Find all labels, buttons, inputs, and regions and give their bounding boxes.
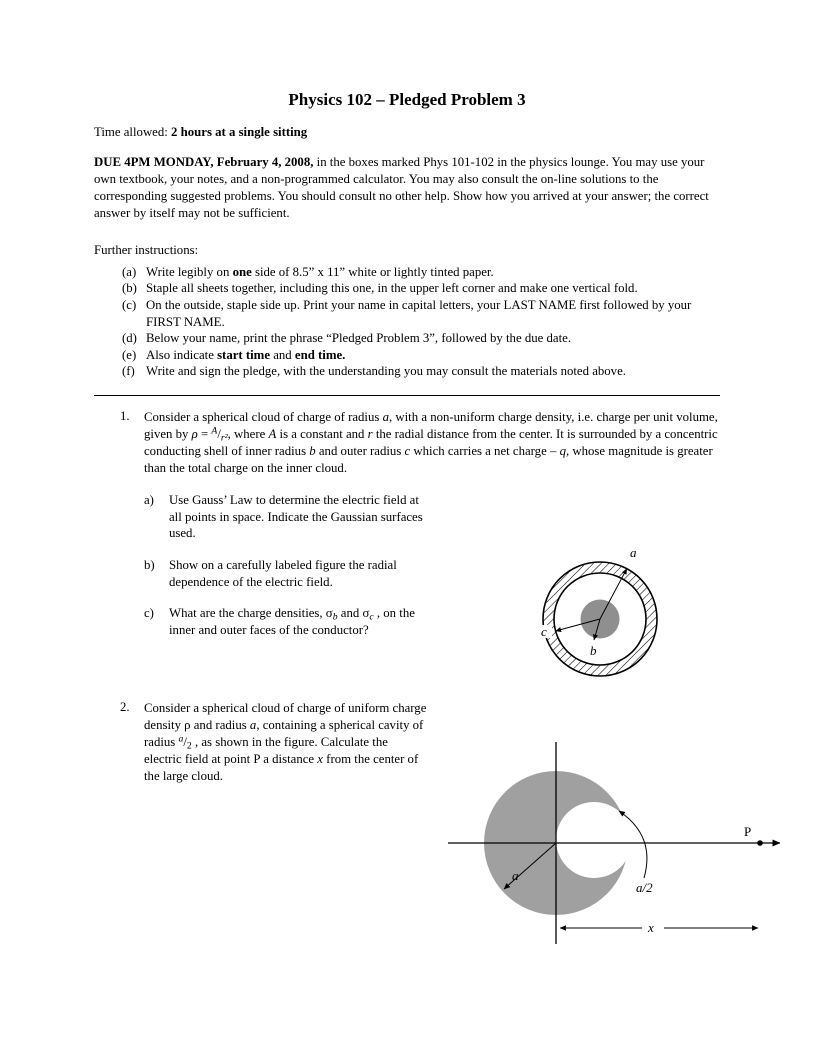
cavity-figure-svg bbox=[418, 736, 802, 948]
label-a-half: a/2 bbox=[636, 880, 653, 895]
instruction-text: Write and sign the pledge, with the understanding you may consult the materials noted above. bbox=[146, 364, 626, 379]
instruction-item bbox=[94, 347, 720, 364]
subitem-text: Use Gauss’ Law to determine the electric field at all points in space. Indicate the Gaussian surfaces used. bbox=[169, 493, 423, 541]
instruction-marker: (e) bbox=[122, 347, 137, 362]
label-b: b bbox=[590, 643, 597, 658]
instruction-item bbox=[94, 280, 720, 297]
shell-figure-svg bbox=[522, 541, 678, 693]
instruction-item bbox=[94, 363, 720, 380]
subitem bbox=[144, 605, 431, 638]
subitem-marker: c) bbox=[144, 606, 154, 621]
subitem bbox=[144, 492, 431, 542]
problem-1-subitems bbox=[144, 492, 431, 638]
instruction-marker: (a) bbox=[122, 264, 137, 279]
instruction-item bbox=[94, 264, 720, 281]
instruction-item bbox=[94, 330, 720, 347]
section-divider bbox=[94, 395, 720, 396]
label-a: a bbox=[630, 545, 637, 560]
problem-1-intro: Consider a spherical cloud of charge of radius a, with a non-uniform charge density, i.e. charge per unit volume, given by $\rho = ^A/_{r^2}$, where A is a constant and r the radial distance from the center. It is surrounded by a concentric conducting shell of inner radius b and outer radius c which carries a net charge – q, whose magnitude is greater than the total charge on the inner cloud. bbox=[144, 410, 718, 476]
label-p: P bbox=[744, 824, 752, 839]
further-instructions-heading: Further instructions: bbox=[94, 243, 199, 258]
problem-2-text: Consider a spherical cloud of charge of uniform charge density ρ and radius a, containing a spherical cavity of radius $^a/_2$ , as shown in the figure. Calculate the electric field at point P a distance x from the center of the large cloud. bbox=[144, 700, 427, 783]
instruction-text: Write legibly on one side of 8.5” x 11” white or lightly tinted paper. bbox=[146, 264, 494, 279]
instruction-marker: (f) bbox=[122, 364, 135, 379]
charged-cloud-cavity-figure bbox=[418, 736, 802, 952]
cavity-circle bbox=[556, 802, 632, 878]
problem-1-number: 1. bbox=[120, 409, 130, 424]
time-allowed-line: Time allowed: 2 hours at a single sitting bbox=[94, 125, 308, 140]
instruction-text: On the outside, staple side up. Print your name in capital letters, your LAST NAME first followed by your FIRST NAME. bbox=[146, 297, 692, 329]
label-a: a bbox=[512, 868, 519, 883]
instruction-text: Staple all sheets together, including this one, in the upper left corner and make one vertical fold. bbox=[146, 281, 638, 296]
instructions-list bbox=[94, 264, 720, 380]
point-p-dot bbox=[757, 840, 763, 846]
due-paragraph: DUE 4PM MONDAY, February 4, 2008, in the boxes marked Phys 101-102 in the physics lounge. You may use your own textbook, your notes, and a non-programmed calculator. You may also consult the on-line solutions to the corresponding suggested problems. You should consult no other help. Show how you arrived at your answer; the correct answer by itself may not be sufficient. bbox=[94, 155, 709, 221]
subitem-text: Show on a carefully labeled figure the radial dependence of the electric field. bbox=[169, 558, 397, 589]
subitem bbox=[144, 557, 431, 590]
subitem-marker: a) bbox=[144, 493, 154, 508]
concentric-shell-figure bbox=[522, 541, 678, 697]
instruction-marker: (d) bbox=[122, 331, 137, 346]
instruction-text: Below your name, print the phrase “Pledged Problem 3”, followed by the due date. bbox=[146, 331, 572, 346]
instruction-marker: (c) bbox=[122, 297, 137, 312]
page-title: Physics 102 – Pledged Problem 3 bbox=[288, 90, 526, 109]
subitem-text: What are the charge densities, $\sigma_b$ and $\sigma_c$ , on the inner and outer faces of the conductor? bbox=[169, 606, 415, 637]
instruction-text: Also indicate start time and end time. bbox=[146, 347, 346, 362]
label-c: c bbox=[541, 624, 547, 639]
problem-2-number: 2. bbox=[120, 699, 130, 714]
subitem-marker: b) bbox=[144, 558, 155, 573]
label-x: x bbox=[648, 920, 654, 935]
instruction-item bbox=[94, 297, 720, 330]
instruction-marker: (b) bbox=[122, 281, 137, 296]
